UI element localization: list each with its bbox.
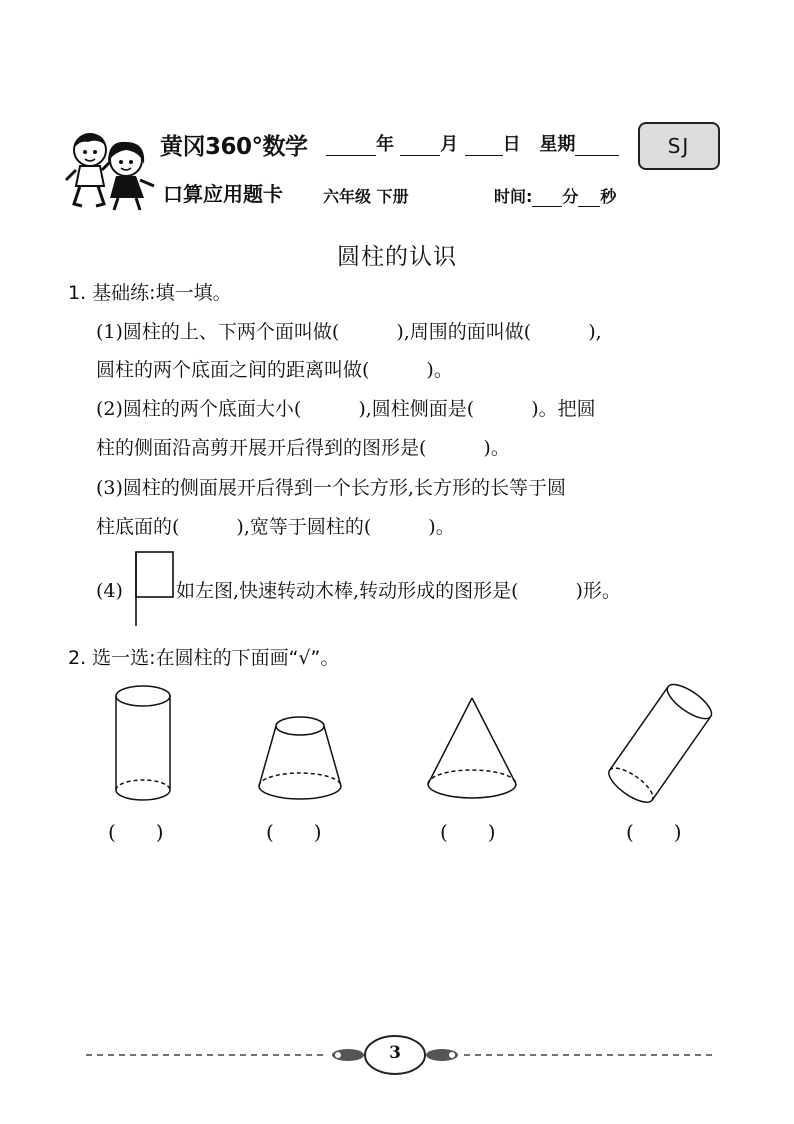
answer-slot-4[interactable]: ( ) [626, 820, 682, 844]
q1-line-4: 柱的侧面沿高剪开展开后得到的图形是( )。 [96, 437, 510, 459]
q1-line-3: (2)圆柱的两个底面大小( ),圆柱侧面是( )。把圆 [96, 398, 596, 420]
page-title: 圆柱的认识 [337, 244, 457, 270]
brand-title: 黄冈360°数学 [160, 134, 308, 160]
minute-blank[interactable] [532, 188, 562, 207]
answer-slot-3[interactable]: ( ) [440, 820, 496, 844]
q1-line-1: (1)圆柱的上、下两个面叫做( ),周围的面叫做( ), [96, 321, 602, 343]
edition-badge: SJ [638, 122, 720, 170]
q1-line-7-text: 如左图,快速转动木棒,转动形成的图形是( )形。 [176, 580, 621, 602]
tilted-cylinder-icon [604, 682, 714, 808]
year-label: 年 [376, 134, 394, 155]
q1-line-2: 圆柱的两个底面之间的距离叫做( )。 [96, 359, 453, 381]
date-line [326, 130, 619, 156]
year-blank[interactable] [326, 137, 376, 156]
weekday-blank[interactable] [575, 137, 619, 156]
frustum-icon [254, 712, 346, 804]
answer-slot-2[interactable]: ( ) [266, 820, 322, 844]
q1-line-7-prefix: (4) [96, 580, 123, 602]
q1-line-6: 柱底面的( ),宽等于圆柱的( )。 [96, 516, 455, 538]
answer-slot-1[interactable]: ( ) [108, 820, 164, 844]
q1-heading: 1. 基础练:填一填。 [68, 282, 232, 304]
brand-subtitle: 口算应用题卡 [163, 182, 283, 206]
mascot-logo-icon [60, 128, 160, 214]
page-number: 3 [389, 1043, 401, 1063]
second-blank[interactable] [578, 188, 600, 207]
q2-heading: 2. 选一选:在圆柱的下面画“√”。 [68, 647, 340, 669]
time-label: 时间: [494, 187, 533, 206]
weekday-label: 星期 [539, 134, 576, 155]
day-blank[interactable] [465, 137, 503, 156]
month-blank[interactable] [400, 137, 440, 156]
month-label: 月 [440, 134, 459, 155]
second-label: 秒 [600, 187, 617, 206]
q1-line-5: (3)圆柱的侧面展开后得到一个长方形,长方形的长等于圆 [96, 477, 566, 499]
time-line [494, 184, 616, 207]
flag-rotation-figure-icon [134, 550, 176, 628]
cone-icon [424, 694, 520, 804]
upright-cylinder-icon [110, 682, 176, 806]
day-label: 日 [502, 134, 521, 155]
grade-label: 六年级 下册 [323, 187, 409, 206]
minute-label: 分 [562, 187, 579, 206]
